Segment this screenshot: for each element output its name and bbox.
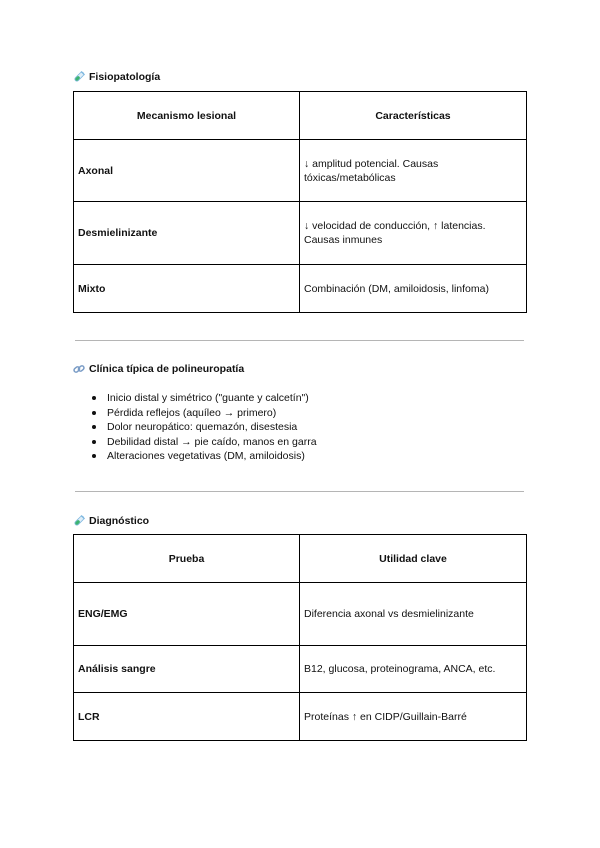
row-value-line: tóxicas/metabólicas (304, 171, 396, 184)
table-row (74, 646, 527, 693)
row-value: Combinación (DM, amiloidosis, linfoma) (300, 265, 527, 313)
column-header: Características (300, 92, 527, 140)
column-header: Utilidad clave (300, 535, 527, 583)
row-value (300, 202, 527, 265)
diagnostico-table (73, 534, 527, 741)
divider (75, 491, 524, 492)
table-header-row (74, 92, 527, 140)
table-row (74, 265, 527, 313)
divider (75, 340, 524, 341)
test-tube-icon (73, 71, 85, 83)
row-key: Desmielinizante (74, 202, 300, 265)
row-key: Axonal (74, 140, 300, 202)
column-header: Mecanismo lesional (74, 92, 300, 140)
row-value: B12, glucosa, proteinograma, ANCA, etc. (300, 646, 527, 693)
table-row (74, 202, 527, 265)
column-header: Prueba (74, 535, 300, 583)
list-item: Pérdida reflejos (aquíleo → primero) (92, 406, 317, 421)
link-icon (73, 363, 85, 375)
row-key: Análisis sangre (74, 646, 300, 693)
row-value-line: ↓ amplitud potencial. Causas (304, 157, 439, 170)
row-key: Mixto (74, 265, 300, 313)
row-value (300, 140, 527, 202)
list-item: Dolor neuropático: quemazón, disestesia (92, 420, 317, 435)
section-heading-diagnostico (73, 515, 149, 527)
section-title: Fisiopatología (89, 71, 161, 83)
section-title: Diagnóstico (89, 515, 150, 527)
fisiopatologia-table (73, 91, 527, 313)
table-header-row (74, 535, 527, 583)
row-key: ENG/EMG (74, 583, 300, 646)
list-item: Inicio distal y simétrico ("guante y calcetín") (92, 391, 317, 406)
section-heading-clinica (73, 363, 244, 375)
section-heading-fisiopatologia (73, 71, 160, 83)
table-row (74, 140, 527, 202)
row-value: Proteínas ↑ en CIDP/Guillain-Barré (300, 693, 527, 741)
section-title: Clínica típica de polineuropatía (89, 363, 245, 375)
table-row (74, 693, 527, 741)
test-tube-icon (73, 515, 85, 527)
list-item: Debilidad distal → pie caído, manos en garra (92, 435, 317, 450)
row-value: Diferencia axonal vs desmielinizante (300, 583, 527, 646)
row-key: LCR (74, 693, 300, 741)
row-value-line: ↓ velocidad de conducción, ↑ latencias. (304, 220, 486, 232)
row-value-line: Causas inmunes (304, 234, 383, 246)
table-row (74, 583, 527, 646)
list-item: Alteraciones vegetativas (DM, amiloidosis) (92, 449, 317, 464)
clinica-list (92, 391, 317, 464)
